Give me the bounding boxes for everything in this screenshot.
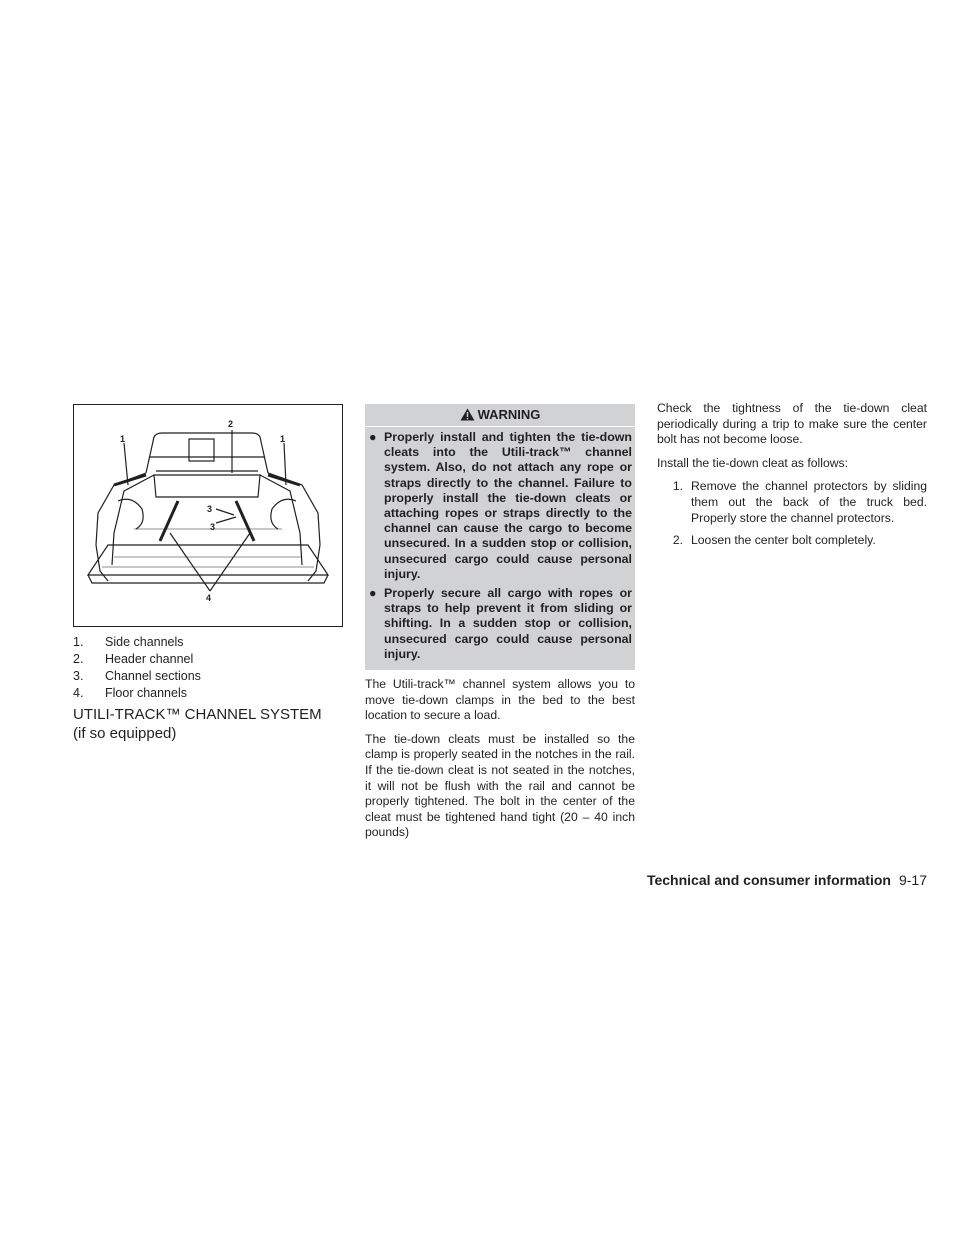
warning-box — [365, 404, 635, 670]
page-number: 9-17 — [898, 872, 927, 888]
callout-floor-channels: 4 — [206, 593, 212, 603]
footer-section-name: Technical and consumer information — [646, 872, 891, 888]
legend-item: 3. Channel sections — [73, 669, 201, 683]
body-paragraph: Check the tightness of the tie-down cleat periodically during a trip to make sure the center bolt has not become loose. — [657, 401, 927, 447]
warning-heading: WARNING — [365, 404, 635, 427]
callout-side-channel-left: 1 — [120, 434, 126, 444]
section-title: UTILI-TRACK™ CHANNEL SYSTEM (if so equipped) — [73, 705, 345, 743]
bullet-icon: ● — [369, 430, 377, 444]
callout-side-channel-right: 1 — [280, 434, 286, 444]
bullet-icon: ● — [369, 586, 377, 601]
warning-triangle-icon — [460, 408, 475, 421]
section-subtitle: (if so equipped) — [73, 725, 177, 742]
callout-channel-section-upper: 3 — [207, 504, 213, 514]
truck-bed-drawing — [74, 405, 342, 626]
middle-column — [365, 404, 635, 849]
page-footer — [647, 872, 927, 888]
left-column — [73, 404, 345, 743]
callout-header-channel: 2 — [228, 419, 234, 429]
legend-item: 2. Header channel — [73, 652, 194, 666]
legend-item: 4. Floor channels — [73, 686, 187, 700]
instruction-steps — [657, 479, 927, 548]
step-item: 2. Loosen the center bolt completely. — [672, 533, 876, 548]
body-paragraph: The tie-down cleats must be installed so the clamp is properly seated in the notches in the rail. If the tie-down cleat is not seated in the notches, it will not be flush with the rail and cannot be properly tightened. The bolt in the center of the cleat must be tightened hand tight (20 – 40 inch pounds) — [365, 731, 635, 840]
body-paragraph: Install the tie-down cleat as follows: — [657, 455, 849, 470]
warning-item: ● Properly secure all cargo with ropes or straps to help prevent it from sliding or shifting. In a sudden stop or collision, unsecured cargo could cause personal injury. — [369, 586, 632, 661]
step-item: 1. Remove the channel protectors by sliding them out the back of the truck bed. Properly store the channel protectors. — [672, 479, 927, 525]
truck-bed-illustration — [73, 404, 343, 627]
callout-channel-section-lower: 3 — [210, 522, 216, 532]
warning-item: ● Properly install and tighten the tie-down cleats into the Utili-track™ channel system. Also, do not attach any rope or straps directly to the channel. Failure to properly install the tie-down cleats or attaching ropes or straps directly to the channel can cause the cargo to become unsecured. In a sudden stop or collision, unsecured cargo could cause personal injury. — [369, 430, 632, 581]
right-column — [657, 401, 927, 556]
figure-legend — [73, 634, 345, 702]
legend-item: 1. Side channels — [73, 635, 184, 649]
body-paragraph: The Utili-track™ channel system allows you to move tie-down clamps in the bed to the best location to secure a load. — [365, 677, 635, 723]
